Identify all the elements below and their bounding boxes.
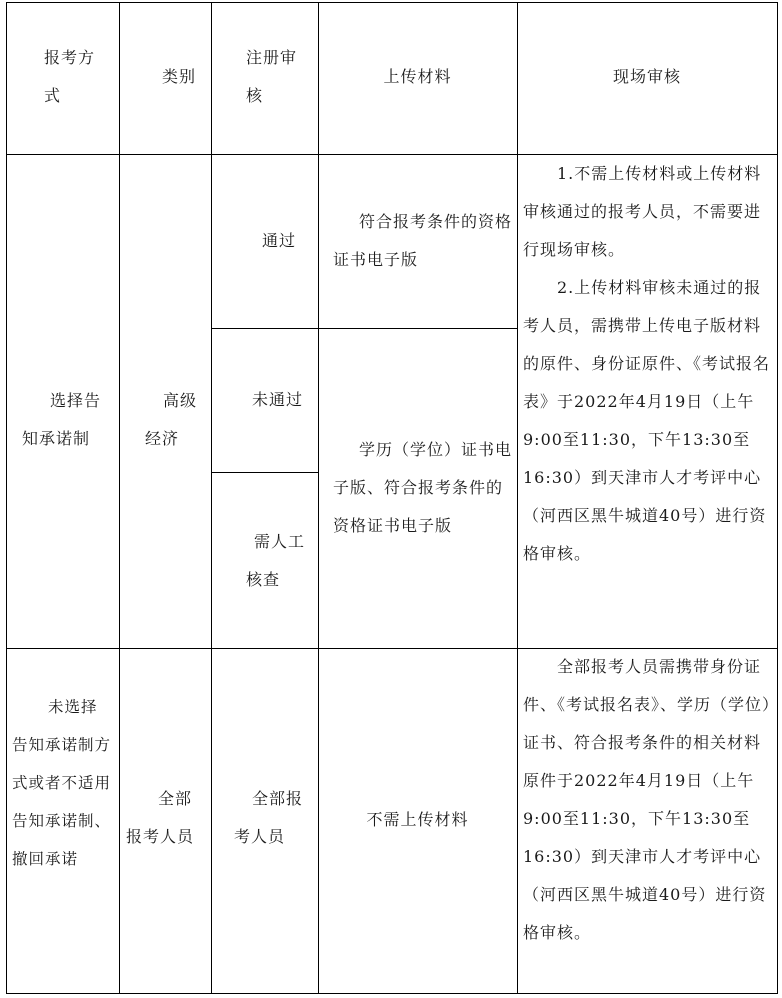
row2-method: 未选择告知承诺制方式或者不适用告知承诺制、撤回承诺 — [12, 698, 112, 868]
header-review: 注册审核 — [246, 48, 298, 105]
row-divider-pass — [211, 328, 517, 329]
column-divider-2 — [211, 2, 212, 994]
column-divider-4 — [517, 2, 518, 994]
column-divider-1 — [119, 2, 120, 994]
table-border-bottom — [6, 993, 778, 994]
row1-review-manual: 需人工核查 — [246, 532, 306, 589]
row1-review-pass: 通过 — [262, 231, 297, 250]
row2-onsite: 全部报考人员需携带身份证件、《考试报名表》、学历（学位）证书、符合报考条件的相关材料原件于2022年4月19日（上午9:00至11:30，下午13:30至16:30）到天津市人才考评中心（河西区黑牛城道40号）进行资格审核。 — [523, 657, 772, 942]
column-divider-3 — [318, 2, 319, 994]
header-onsite: 现场审核 — [612, 67, 681, 86]
row1-upload-other: 学历（学位）证书电子版、符合报考条件的资格证书电子版 — [333, 440, 513, 535]
row-divider-fail — [211, 472, 318, 473]
header-category: 类别 — [162, 67, 197, 86]
table-border-left — [6, 2, 7, 994]
row1-upload-pass: 符合报考条件的资格证书电子版 — [333, 212, 513, 269]
row2-category: 全部报考人员 — [126, 789, 195, 846]
row1-category: 高级经济 — [145, 391, 198, 448]
table-border-right — [777, 2, 778, 994]
row2-review: 全部报考人员 — [234, 789, 304, 846]
header-upload: 上传材料 — [383, 67, 452, 86]
row1-review-fail: 未通过 — [252, 390, 304, 409]
row1-method: 选择告知承诺制 — [22, 391, 102, 448]
table-border-top — [6, 2, 778, 3]
header-method: 报考方式 — [44, 48, 96, 105]
row1-onsite — [523, 155, 771, 573]
row2-upload: 不需上传材料 — [366, 810, 469, 829]
onsite-note-2: 2.上传材料审核未通过的报考人员，需携带上传电子版材料的原件、身份证原件、《考试报名表》于2022年4月19日（上午9:00至11:30，下午13:30至16:30）到天津市人才考评中心（河西区黑牛城道40号）进行资格审核。 — [523, 278, 771, 563]
onsite-note-1: 1.不需上传材料或上传材料审核通过的报考人员，不需要进行现场审核。 — [523, 164, 762, 259]
